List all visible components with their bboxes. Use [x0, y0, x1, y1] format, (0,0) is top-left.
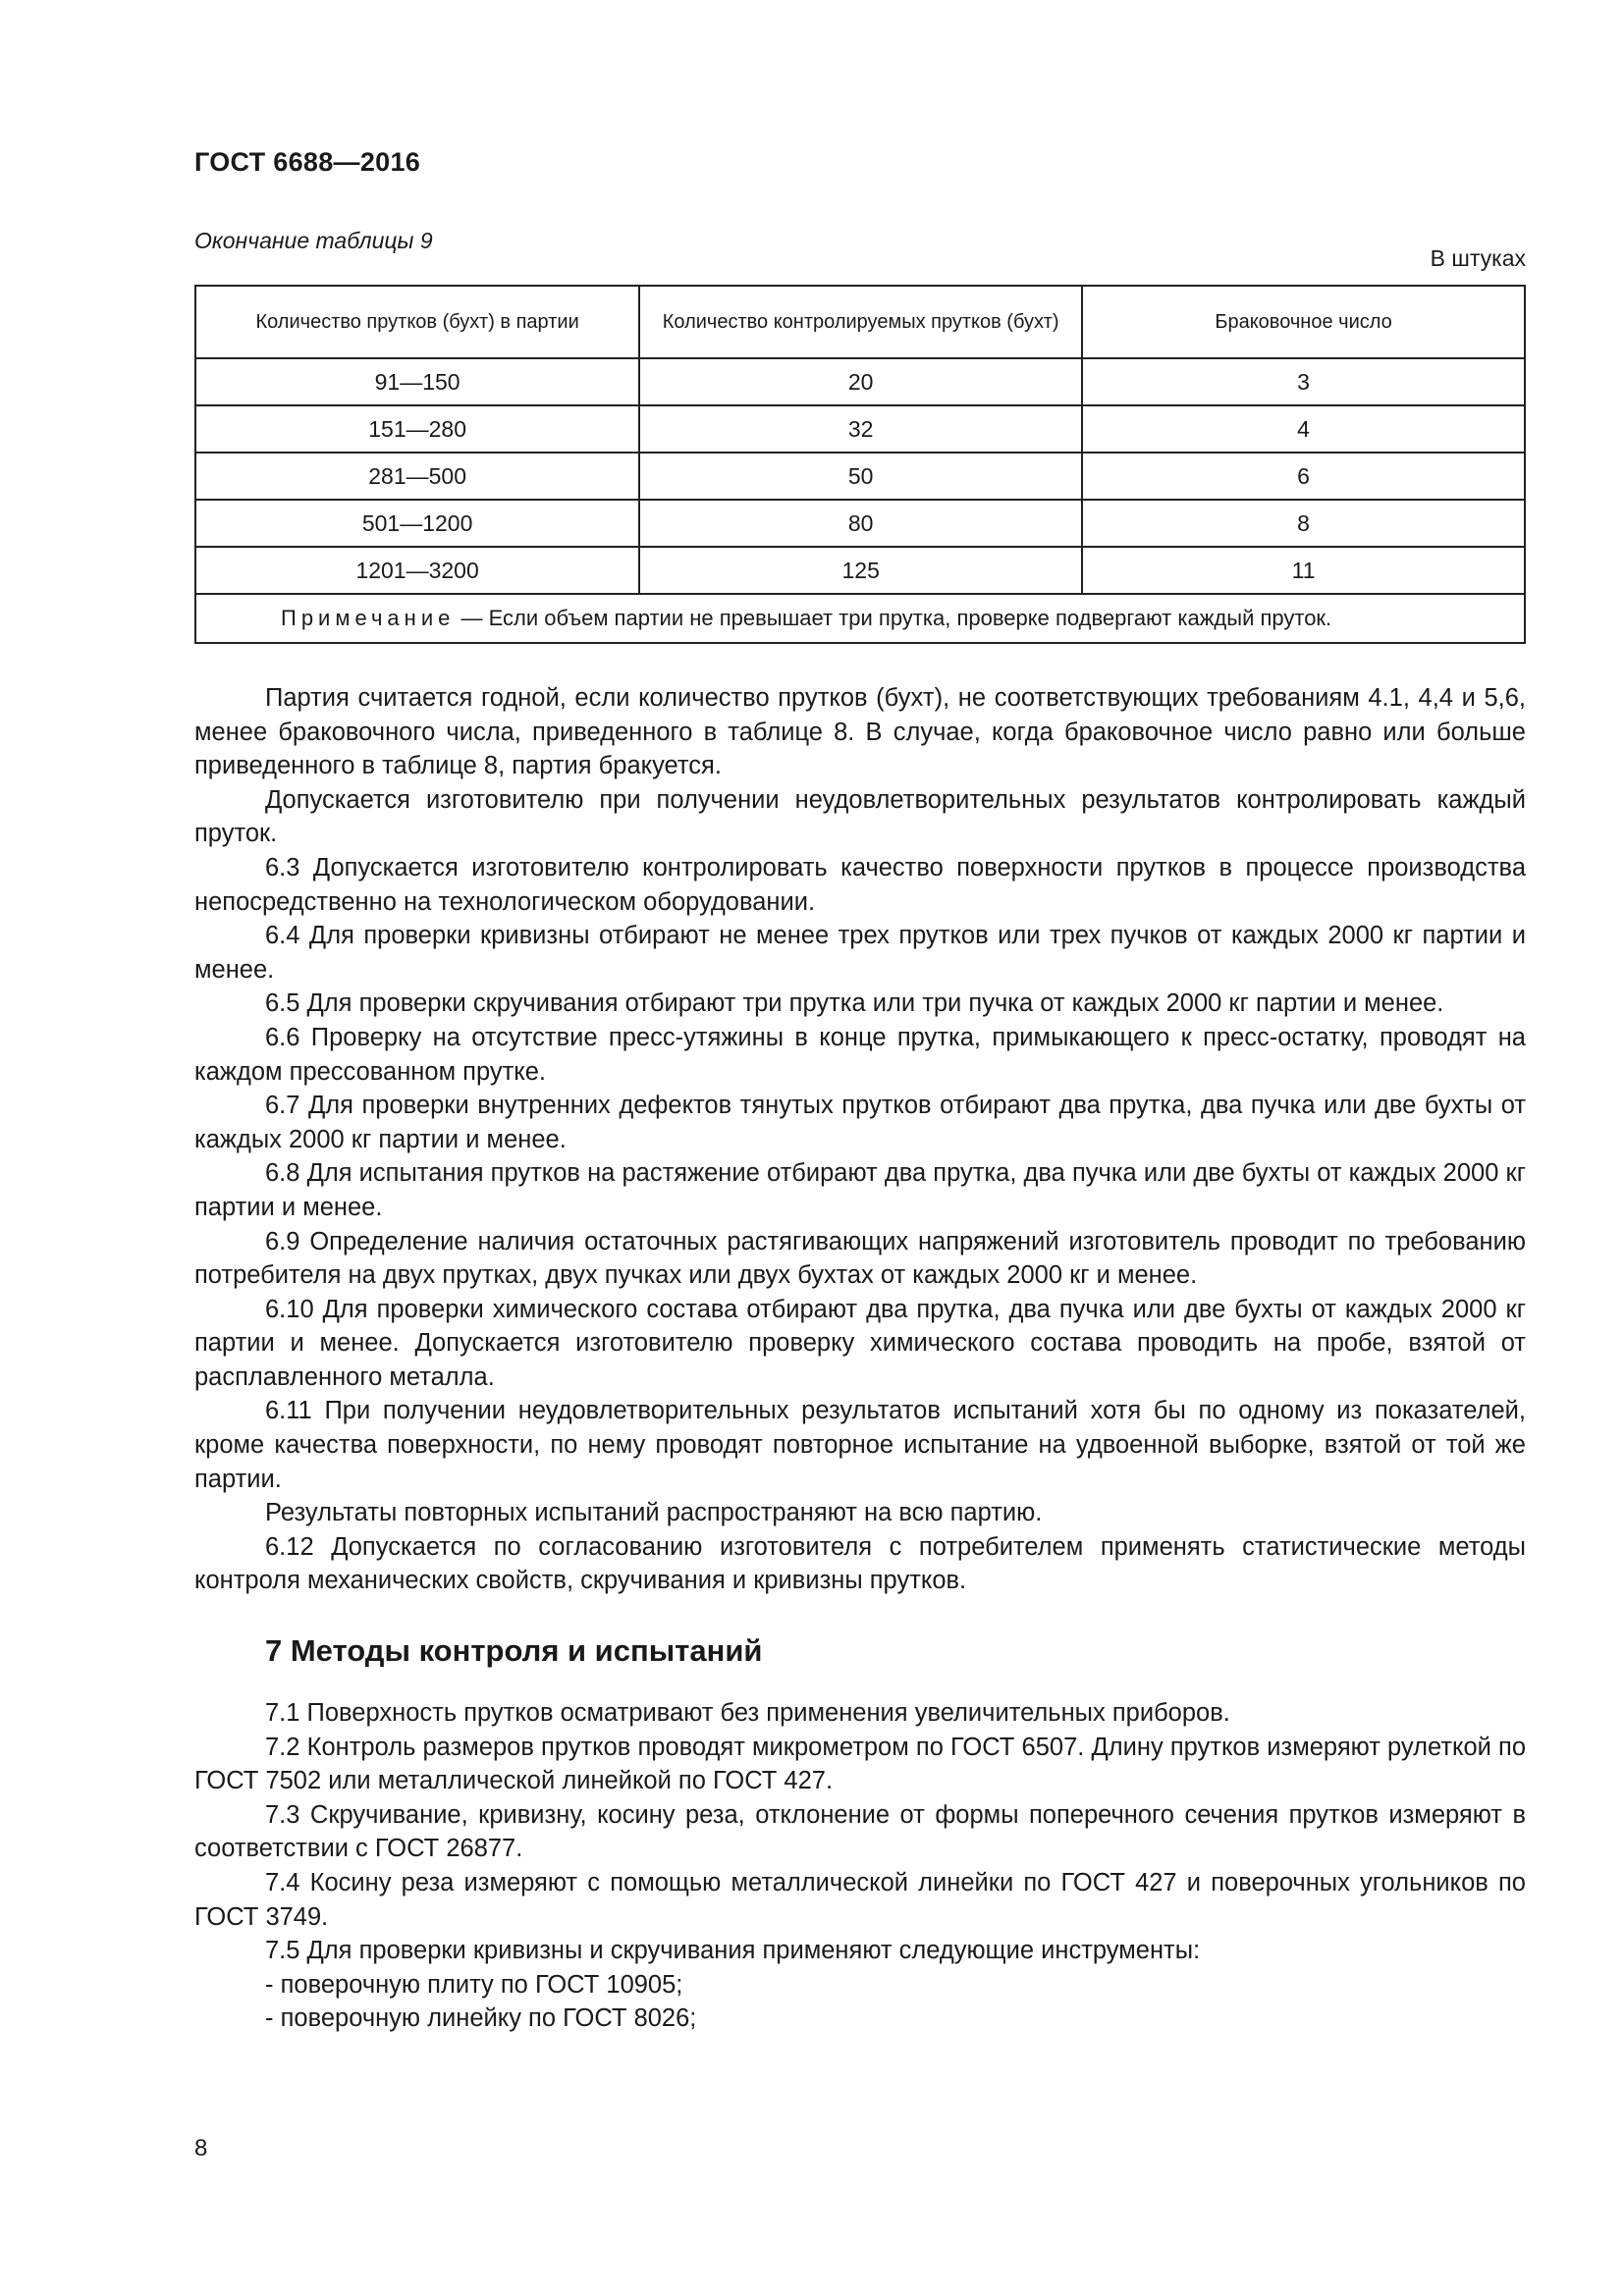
paragraph: 7.3 Скручивание, кривизну, косину реза, отклонение от формы поперечного сечения прутков измеряют в соответствии с ГОСТ 26877. [194, 1800, 1526, 1863]
paragraph: 6.4 Для проверки кривизны отбирают не менее трех прутков или трех пучков от каждых 2000 кг партии и менее. [194, 922, 1526, 984]
table-cell: 3 [1082, 358, 1525, 405]
column-header: Количество прутков (бухт) в партии [195, 286, 639, 358]
paragraph: 6.6 Проверку на отсутствие пресс-утяжины в конце прутка, примыкающего к пресс-остатку, проводят на каждом прессованном прутке. [194, 1023, 1526, 1086]
table-row [195, 547, 1525, 594]
note-text: — Если объем партии не превышает три прутка, проверке подвергают каждый пруток. [455, 606, 1332, 630]
paragraph: 6.9 Определение наличия остаточных растягивающих напряжений изготовитель проводит по требованию потребителя на двух прутках, двух пучках или двух бухтах от каждых 2000 кг и менее. [194, 1227, 1526, 1290]
paragraph: 6.8 Для испытания прутков на растяжение отбирают два прутка, два пучка или две бухты от каждых 2000 кг партии и менее. [194, 1159, 1526, 1221]
paragraph: 6.11 При получении неудовлетворительных результатов испытаний хотя бы по одному из показателей, кроме качества поверхности, по нему проводят повторное испытание на удвоенной выборке, взятой от той же партии. [194, 1397, 1526, 1493]
table-cell: 501—1200 [195, 500, 639, 547]
paragraph: 6.12 Допускается по согласованию изготовителя с потребителем применять статистические методы контроля механических свойств, скручивания и кривизны прутков. [194, 1532, 1526, 1595]
table-cell: 80 [639, 500, 1082, 547]
data-table [194, 285, 1526, 644]
table-row [195, 500, 1525, 547]
table-note [195, 594, 1525, 643]
list-item: - поверочную линейку по ГОСТ 8026; [265, 2004, 697, 2033]
paragraph: 7.2 Контроль размеров прутков проводят микрометром по ГОСТ 6507. Длину прутков измеряют рулеткой по ГОСТ 7502 или металлической линейкой по ГОСТ 427. [194, 1733, 1526, 1795]
table-cell: 11 [1082, 547, 1525, 594]
table-cell: 281—500 [195, 453, 639, 500]
paragraph: 7.5 Для проверки кривизны и скручивания применяют следующие инструменты: [265, 1937, 1201, 1965]
table-cell: 20 [639, 358, 1082, 405]
table-cell: 6 [1082, 453, 1525, 500]
table-cell: 4 [1082, 405, 1525, 453]
paragraph: 6.7 Для проверки внутренних дефектов тянутых прутков отбирают два прутка, два пучка или две бухты от каждых 2000 кг партии и менее. [194, 1092, 1526, 1153]
table-row [195, 405, 1525, 453]
table-cell: 151—280 [195, 405, 639, 453]
list-item: - поверочную плиту по ГОСТ 10905; [265, 1970, 683, 1999]
table-cell: 91—150 [195, 358, 639, 405]
column-header: Браковочное число [1082, 286, 1525, 358]
paragraph: Партия считается годной, если количество прутков (бухт), не соответствующих требованиям 4.1, 4,4 и 5,6, менее браковочного числа, приведенного в таблице 8. В случае, когда браковочное число равно или больше приведенного в таблице 8, партия бракуется. [194, 684, 1526, 780]
paragraph: Результаты повторных испытаний распространяют на всю партию. [265, 1499, 1043, 1527]
table-units: В штуках [1430, 245, 1526, 271]
table-cell: 8 [1082, 500, 1525, 547]
note-label: Примечание [281, 606, 456, 630]
table-row [195, 358, 1525, 405]
table-cell: 1201—3200 [195, 547, 639, 594]
document-code: ГОСТ 6688—2016 [194, 147, 421, 177]
page-number: 8 [194, 2135, 208, 2162]
section-heading: 7 Методы контроля и испытаний [265, 1633, 763, 1669]
body-text [194, 681, 1526, 2036]
column-header: Количество контролируемых прутков (бухт) [639, 286, 1082, 358]
paragraph: Допускается изготовителю при получении неудовлетворительных результатов контролировать каждый пруток. [194, 785, 1526, 848]
table-row [195, 453, 1525, 500]
paragraph: 6.10 Для проверки химического состава отбирают два прутка, два пучка или две бухты от каждых 2000 кг партии и менее. Допускается изготовителю проверку химического состава проводить на пробе, взятой от расплавленного металла. [194, 1295, 1526, 1391]
paragraph: 6.5 Для проверки скручивания отбирают три прутка или три пучка от каждых 2000 кг партии и менее. [265, 989, 1444, 1018]
paragraph: 7.4 Косину реза измеряют с помощью металлической линейки по ГОСТ 427 и поверочных угольников по ГОСТ 3749. [194, 1869, 1526, 1931]
table-note-row [195, 594, 1525, 643]
paragraph: 7.1 Поверхность прутков осматривают без применения увеличительных приборов. [265, 1699, 1230, 1728]
table-caption: Окончание таблицы 9 [194, 228, 433, 253]
table-cell: 32 [639, 405, 1082, 453]
table-cell: 125 [639, 547, 1082, 594]
table-cell: 50 [639, 453, 1082, 500]
table-header-row [195, 286, 1525, 358]
paragraph: 6.3 Допускается изготовителю контролировать качество поверхности прутков в процессе производства непосредственно на технологическом оборудовании. [194, 853, 1526, 916]
